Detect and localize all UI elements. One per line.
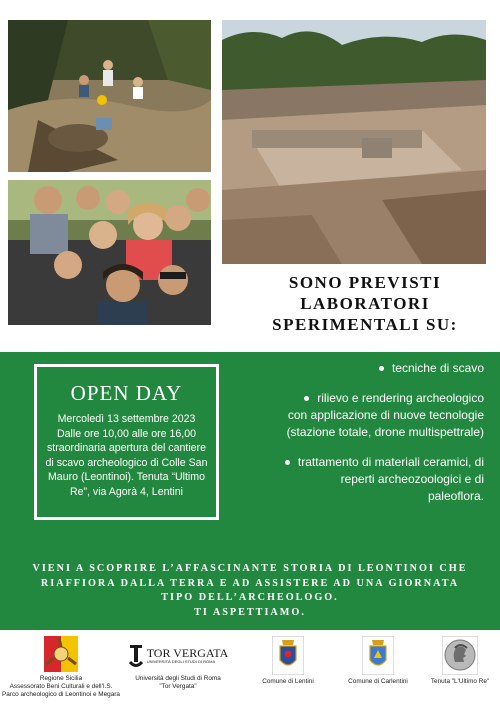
trinacria-icon (44, 636, 78, 672)
logo-comune-carlentini (338, 636, 418, 686)
open-day-title: OPEN DAY (70, 381, 183, 405)
tagline-line: TI ASPETTIAMO. (194, 606, 306, 618)
headline-line: SPERIMENTALI SU: (272, 315, 458, 334)
logo-caption: Regione Sicilia (39, 675, 83, 682)
bullet-icon (379, 366, 384, 371)
tor-vergata-subtitle: UNIVERSITÀ DEGLI STUDI DI ROMA (146, 659, 216, 664)
logo-tor-vergata (124, 636, 232, 691)
headline-line: LABORATORI (300, 294, 430, 313)
info-band (0, 352, 500, 630)
bullet-icon (304, 396, 309, 401)
logo-comune-lentini (248, 636, 328, 686)
coat-of-arms-icon (362, 636, 394, 675)
coat-of-arms-icon (272, 636, 304, 675)
bullet-icon (285, 460, 290, 465)
open-day-description: Mercoledì 13 settembre 2023 Dalle ore 10,00 alle ore 16,00 straordinaria apertura del cantiere di scavo archeologico di Colle San Mauro (Leontinoi). Tenuta “Ultimo Re”, via Agorà 4, Lentini (45, 413, 208, 498)
photo-excavation-workers (8, 20, 211, 172)
invitation-tagline (8, 562, 492, 620)
tagline-line: RIAFFIORA DALLA TERRA E AD ASSISTERE AD UNA GIORNATA (40, 577, 460, 589)
photo-team-selfie (8, 180, 211, 325)
list-item (284, 454, 484, 505)
logo-regione-sicilia (2, 636, 120, 699)
tagline-line: TIPO DELL’ARCHEOLOGO. (161, 592, 339, 603)
tor-vergata-name: TOR VERGATA (146, 646, 229, 660)
headline-line: SONO PREVISTI (288, 273, 442, 292)
list-item-text: tecniche di scavo (391, 361, 484, 375)
labs-headline (250, 272, 480, 335)
logo-caption: Comune di Lentini (262, 678, 314, 685)
logo-caption: "Tor Vergata" (159, 683, 197, 690)
list-item (284, 390, 484, 441)
tagline-line: VIENI A SCOPRIRE L’AFFASCINANTE STORIA DI LEONTINOI CHE (32, 563, 468, 574)
logo-caption: Parco archeologico di Leontinoi e Megara (2, 691, 120, 698)
list-item-text: rilievo e rendering archeologico con applicazione di nuove tecnologie (stazione totale, drone multispettrale) (286, 391, 484, 439)
logo-caption: Assessorato Beni Culturali e dell'I.S. (9, 683, 113, 690)
partner-logos (0, 632, 500, 706)
logo-caption: Università degli Studi di Roma (135, 675, 221, 682)
logo-tenuta-ultimo-re (420, 636, 500, 686)
logo-caption: Tenuta "L'Ultimo Re" (430, 678, 490, 685)
list-item (284, 360, 484, 377)
coin-head-icon (442, 636, 478, 675)
tor-vergata-logo-icon (128, 645, 144, 667)
photo-excavation-site (222, 20, 486, 264)
logo-caption: Comune di Carlentini (348, 678, 408, 685)
open-day-box (34, 364, 219, 520)
labs-list (284, 360, 484, 518)
list-item-text: trattamento di materiali ceramici, di reperti archeozoologici e di paleoflora. (297, 455, 484, 503)
